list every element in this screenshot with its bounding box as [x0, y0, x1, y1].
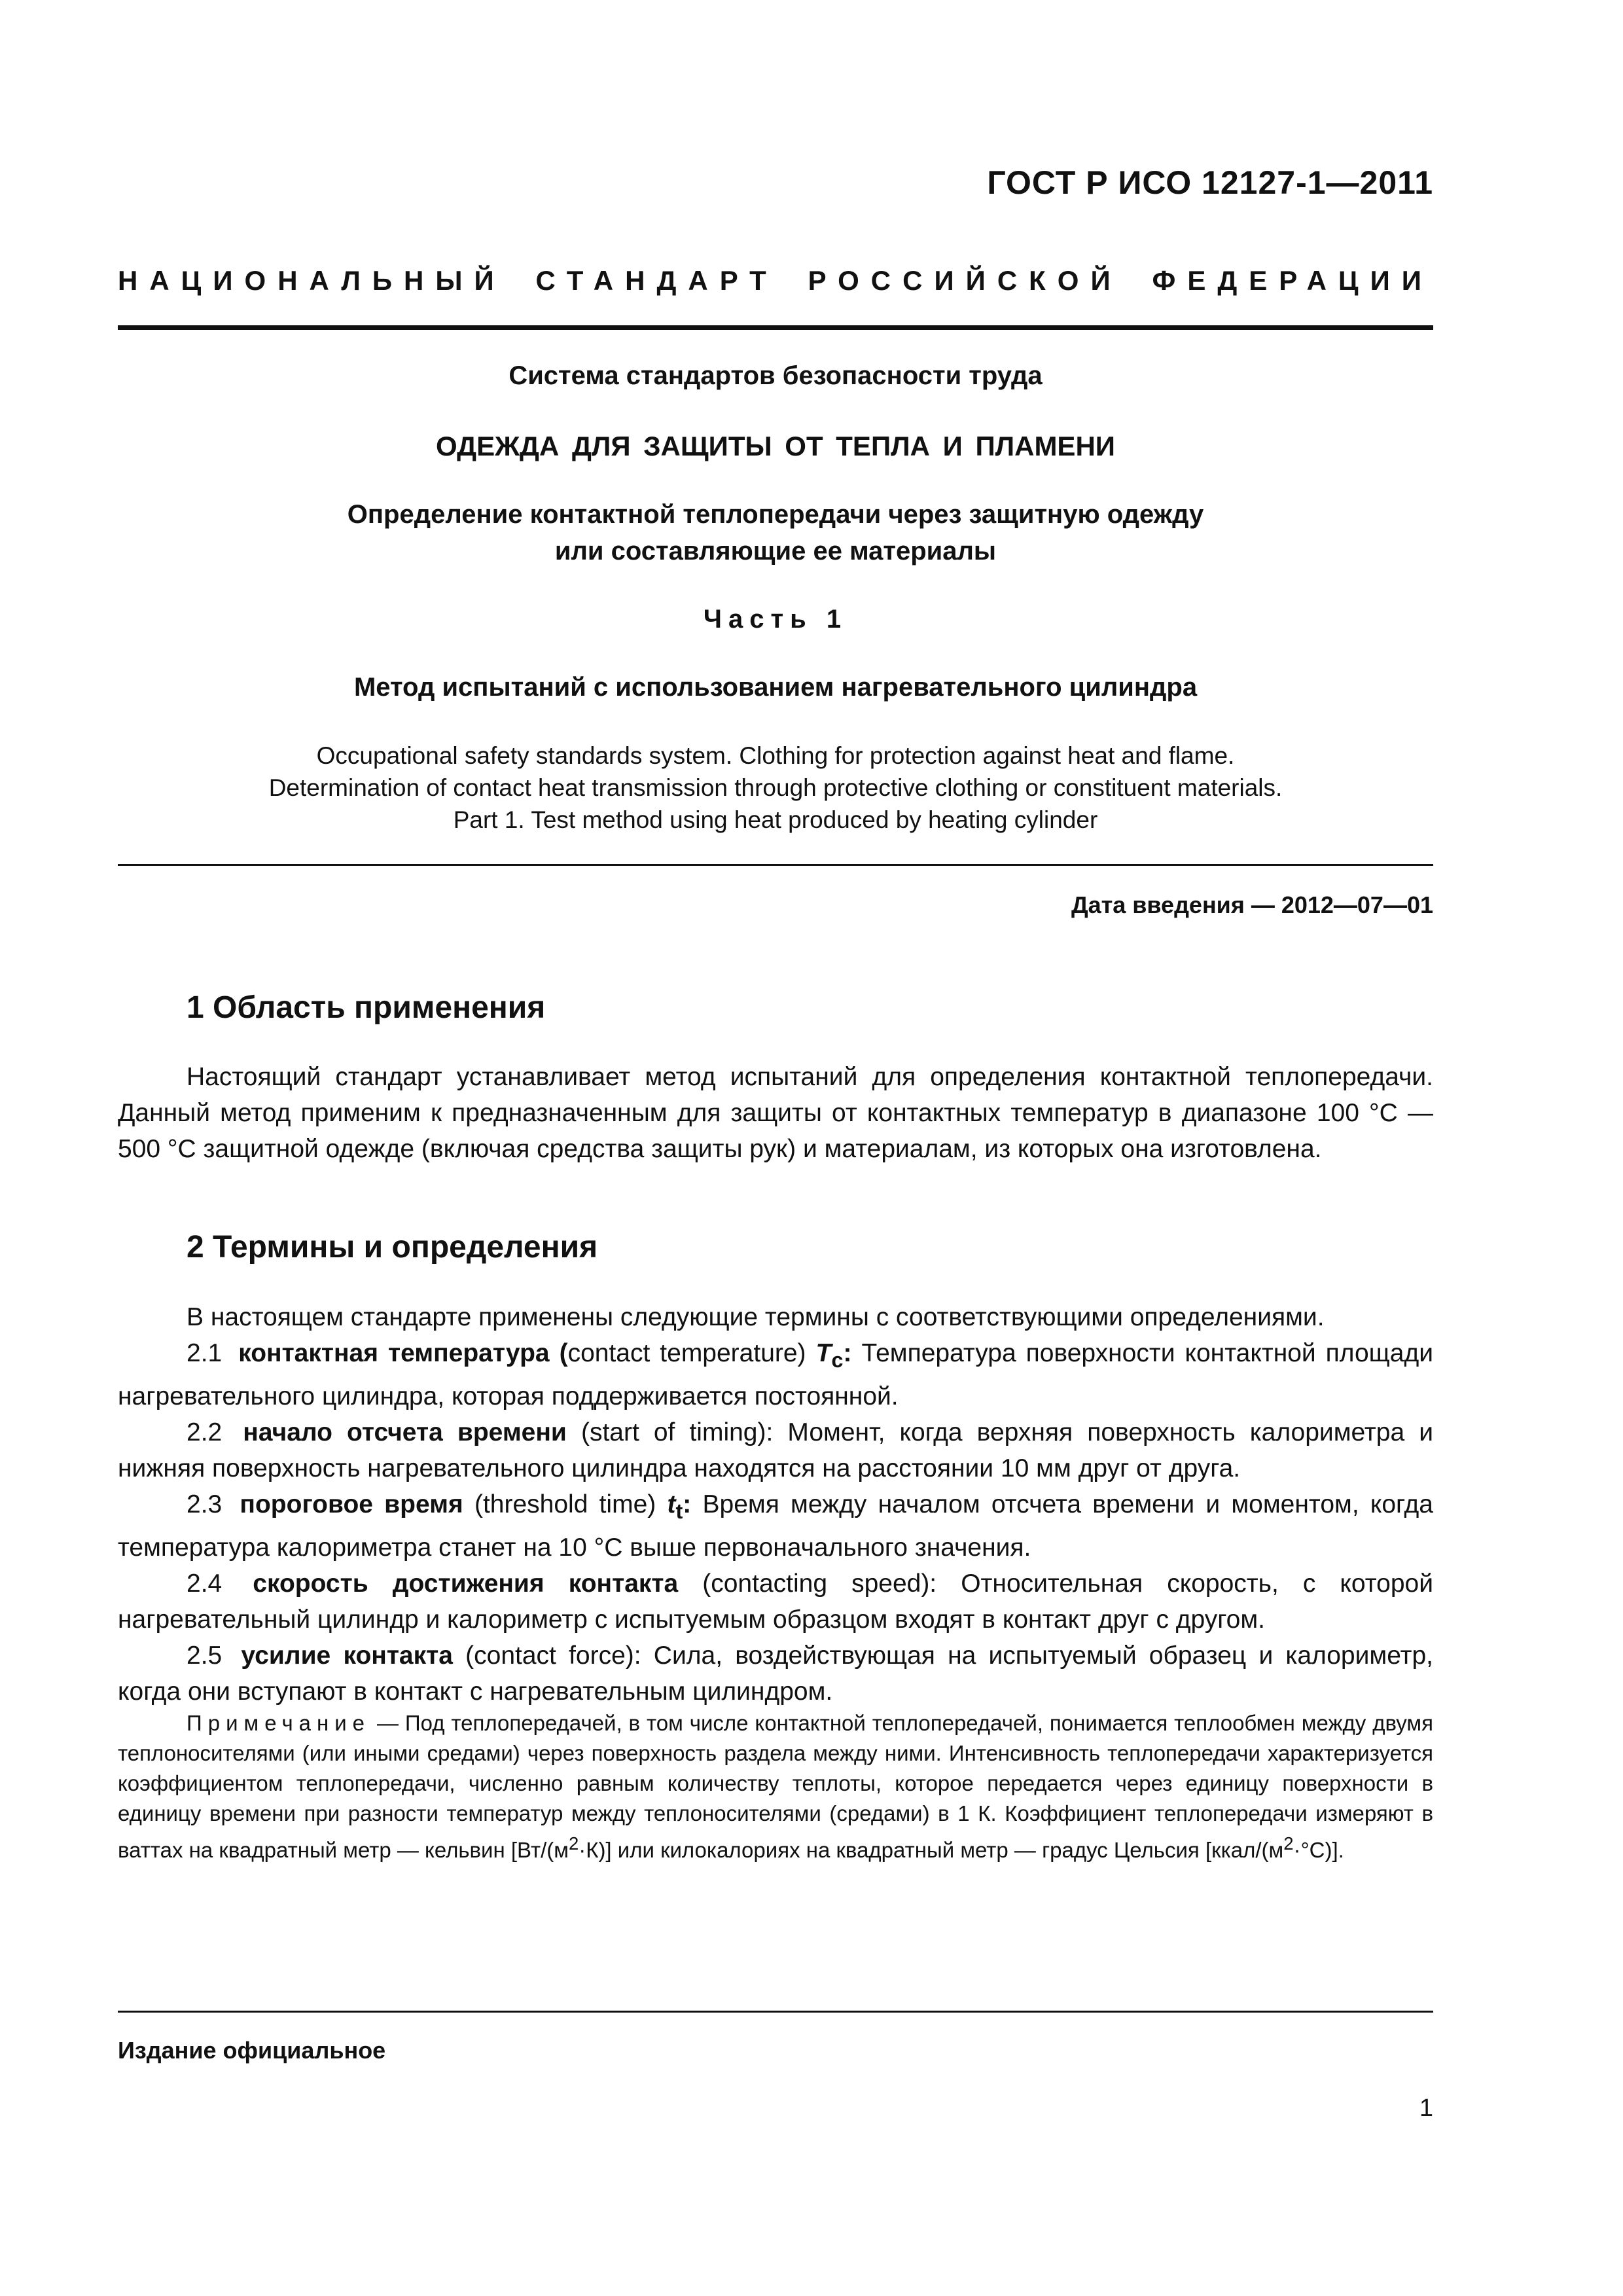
method-title: Метод испытаний с использованием нагревательного цилиндра: [353, 673, 1198, 702]
banner-word: НАЦИОНАЛЬНЫЙ: [118, 265, 506, 296]
note-text: ·К)] или килокалориях на квадратный метр — градус Цельсия [ккал/(м: [579, 1838, 1284, 1862]
note-superscript: 2: [1283, 1833, 1294, 1854]
note-superscript: 2: [568, 1833, 579, 1854]
term-2-2: [118, 1414, 1433, 1486]
section-1-heading: 1 Область применения: [187, 990, 546, 1025]
term-definition: Время между началом отсчета времени и моментом, когда температура калориметра станет на 10 °С выше первоначального значения.: [118, 1490, 1433, 1562]
term-symbol-subscript: c: [831, 1348, 844, 1372]
section-1-body: [118, 1059, 1433, 1167]
subtitle-line-2: или составляющие ее материалы: [554, 537, 997, 565]
english-title-line-3: Part 1. Test method using heat produced by heating cylinder: [453, 806, 1098, 833]
note-paragraph: [118, 1708, 1433, 1865]
term-definition: Сила, воздействующая на испытуемый образец и калориметр, когда они вступают в контакт с нагревательным цилиндром.: [118, 1641, 1433, 1706]
national-standard-banner: [118, 265, 1433, 296]
main-title: ОДЕЖДА ДЛЯ ЗАЩИТЫ ОТ ТЕПЛА И ПЛАМЕНИ: [436, 431, 1115, 461]
term-symbol-subscript: t: [675, 1499, 683, 1523]
title-divider: [118, 864, 1433, 866]
term-number: 2.4: [187, 1569, 223, 1598]
english-title: [118, 740, 1433, 836]
note-text: ·°С)].: [1293, 1838, 1344, 1862]
section-2-body: [118, 1299, 1433, 1710]
official-edition-label: Издание официальное: [118, 2037, 386, 2064]
term-name: контактная температура (: [238, 1339, 568, 1367]
standard-number: ГОСТ Р ИСО 12127-1—2011: [987, 164, 1433, 201]
footer-divider: [118, 2011, 1433, 2013]
term-2-1: [118, 1335, 1433, 1414]
term-definition: Температура поверхности контактной площади нагревательного цилиндра, которая поддерживается постоянной.: [118, 1339, 1434, 1410]
term-definition: Момент, когда верхняя поверхность калориметра и нижняя поверхность нагревательного цилиндра находятся на расстоянии 10 мм друг от друга.: [118, 1418, 1434, 1482]
subtitle-line-1: Определение контактной теплопередачи через защитную одежду: [347, 500, 1204, 529]
term-number: 2.2: [187, 1418, 223, 1446]
english-title-line-1: Occupational safety standards system. Clothing for protection against heat and flame.: [316, 742, 1235, 769]
term-english: contact temperature): [567, 1339, 806, 1367]
term-definition: Относительная скорость, с которой нагревательный цилиндр и калориметр с испытуемым образцом входят в контакт друг с другом.: [118, 1569, 1433, 1634]
introduction-date: Дата введения — 2012—07—01: [1071, 891, 1433, 918]
term-name: начало отсчета времени: [243, 1418, 567, 1446]
term-name: скорость достижения контакта: [253, 1569, 679, 1598]
term-2-5: [118, 1638, 1433, 1710]
term-name: пороговое время: [240, 1490, 463, 1518]
terms-intro: В настоящем стандарте применены следующие термины с соответствующими определениями.: [187, 1303, 1325, 1331]
term-number: 2.3: [187, 1490, 223, 1518]
term-colon: :: [843, 1339, 852, 1367]
term-symbol: T: [815, 1339, 832, 1367]
section-2-heading: 2 Термины и определения: [187, 1230, 598, 1265]
part-title: Часть 1: [703, 605, 848, 634]
term-colon: :: [683, 1490, 692, 1518]
term-number: 2.5: [187, 1641, 223, 1670]
scope-paragraph: Настоящий стандарт устанавливает метод испытаний для определения контактной теплопередачи. Данный метод применим к предназначенным для защиты от контактных температур в диапазоне 100 °С — 500 °С защитной одежде (включая средства защиты рук) и материалам, из которых она изготовлена.: [118, 1063, 1433, 1163]
system-title: Система стандартов безопасности труда: [508, 361, 1043, 390]
term-english: (contact force):: [465, 1641, 641, 1670]
term-english: (threshold time): [474, 1490, 656, 1518]
term-number: 2.1: [187, 1339, 223, 1367]
term-english: (contacting speed):: [702, 1569, 937, 1598]
banner-word: СТАНДАРТ: [535, 265, 778, 296]
banner-word: ФЕДЕРАЦИИ: [1152, 265, 1433, 296]
note-label: Примечание: [187, 1711, 371, 1735]
header-divider: [118, 325, 1433, 330]
page-number: 1: [1419, 2094, 1433, 2122]
english-title-line-2: Determination of contact heat transmission through protective clothing or constituent materials.: [268, 774, 1283, 801]
term-english: (start of timing):: [580, 1418, 774, 1446]
term-symbol: t: [667, 1490, 676, 1518]
banner-word: РОССИЙСКОЙ: [808, 265, 1122, 296]
term-name: усилие контакта: [241, 1641, 453, 1670]
term-2-3: [118, 1486, 1433, 1566]
term-2-4: [118, 1566, 1433, 1638]
note-text: — Под теплопередачей, в том числе контактной теплопередачей, понимается теплообмен между двумя теплоносителями (или иными средами) через поверхность раздела между ними. Интенсивность теплопередачи характеризуется коэффициентом теплопередачи, численно равным количеству теплоты, которое передается через единицу поверхности в единицу времени при разности температур между теплоносителями (средами) в 1 К. Коэффициент теплопередачи измеряют в ваттах на квадратный метр — кельвин [Вт/(м: [118, 1711, 1433, 1862]
